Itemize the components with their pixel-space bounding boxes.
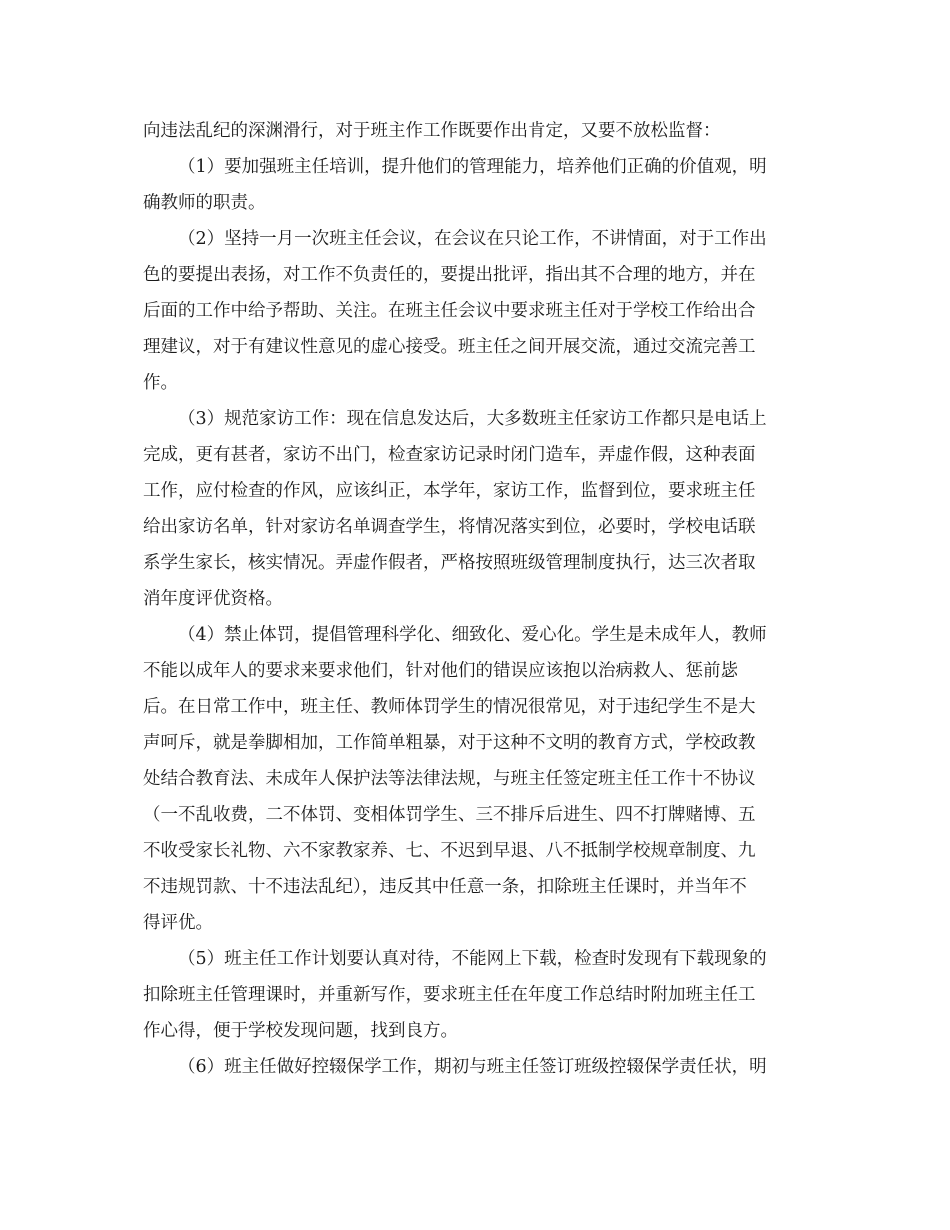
text-line: 工作，应付检查的作风，应该纠正，本学年，家访工作，监督到位，要求班主任 bbox=[143, 481, 756, 501]
text-line: 作心得，便于学校发现问题，找到良方。 bbox=[143, 1021, 458, 1041]
text-line: 后面的工作中给予帮助、关注。在班主任会议中要求班主任对于学校工作给出合 bbox=[143, 301, 756, 321]
text-line: 不收受家长礼物、六不家教家养、七、不迟到早退、八不抵制学校规章制度、九 bbox=[143, 841, 756, 861]
text-line: （2）坚持一月一次班主任会议，在会议在只论工作，不讲情面，对于工作出 bbox=[178, 229, 767, 249]
text-line: （6）班主任做好控辍保学工作，期初与班主任签订班级控辍保学责任状，明 bbox=[178, 1057, 767, 1077]
text-line: 处结合教育法、未成年人保护法等法律法规，与班主任签定班主任工作十不协议 bbox=[143, 769, 756, 789]
text-line: （3）规范家访工作：现在信息发达后，大多数班主任家访工作都只是电话上 bbox=[178, 409, 767, 429]
text-line: 声呵斥，就是拳脚相加，工作简单粗暴，对于这种不文明的教育方式，学校政教 bbox=[143, 733, 756, 753]
text-line: 理建议，对于有建议性意见的虚心接受。班主任之间开展交流，通过交流完善工 bbox=[143, 337, 756, 357]
text-line: 完成，更有甚者，家访不出门，检查家访记录时闭门造车，弄虚作假，这种表面 bbox=[143, 445, 756, 465]
text-line: 不能以成年人的要求来要求他们，针对他们的错误应该抱以治病救人、惩前毖 bbox=[143, 661, 738, 681]
text-line: 扣除班主任管理课时，并重新写作，要求班主任在年度工作总结时附加班主任工 bbox=[143, 985, 756, 1005]
text-line: （4）禁止体罚，提倡管理科学化、细致化、爱心化。学生是未成年人，教师 bbox=[178, 625, 767, 645]
text-line: 后。在日常工作中，班主任、教师体罚学生的情况很常见，对于违纪学生不是大 bbox=[143, 697, 756, 717]
text-line: 向违法乱纪的深渊滑行，对于班主作工作既要作出肯定，又要不放松监督： bbox=[143, 121, 721, 141]
text-line: （1）要加强班主任培训，提升他们的管理能力，培养他们正确的价值观，明 bbox=[178, 157, 767, 177]
text-line: 系学生家长，核实情况。弄虚作假者，严格按照班级管理制度执行，达三次者取 bbox=[143, 553, 756, 573]
text-line: （一不乱收费，二不体罚、变相体罚学生、三不排斥后进生、四不打牌赌博、五 bbox=[143, 805, 756, 825]
text-line: 得评优。 bbox=[143, 913, 213, 933]
text-line: 作。 bbox=[143, 373, 178, 393]
text-line: （5）班主任工作计划要认真对待，不能网上下载，检查时发现有下载现象的 bbox=[178, 949, 767, 969]
text-line: 色的要提出表扬，对工作不负责任的，要提出批评，指出其不合理的地方，并在 bbox=[143, 265, 756, 285]
text-line: 确教师的职责。 bbox=[143, 193, 266, 213]
text-line: 消年度评优资格。 bbox=[143, 589, 283, 609]
text-line: 给出家访名单，针对家访名单调查学生，将情况落实到位，必要时，学校电话联 bbox=[143, 517, 756, 537]
text-line: 不违规罚款、十不违法乱纪），违反其中任意一条，扣除班主任课时，并当年不 bbox=[143, 877, 747, 897]
